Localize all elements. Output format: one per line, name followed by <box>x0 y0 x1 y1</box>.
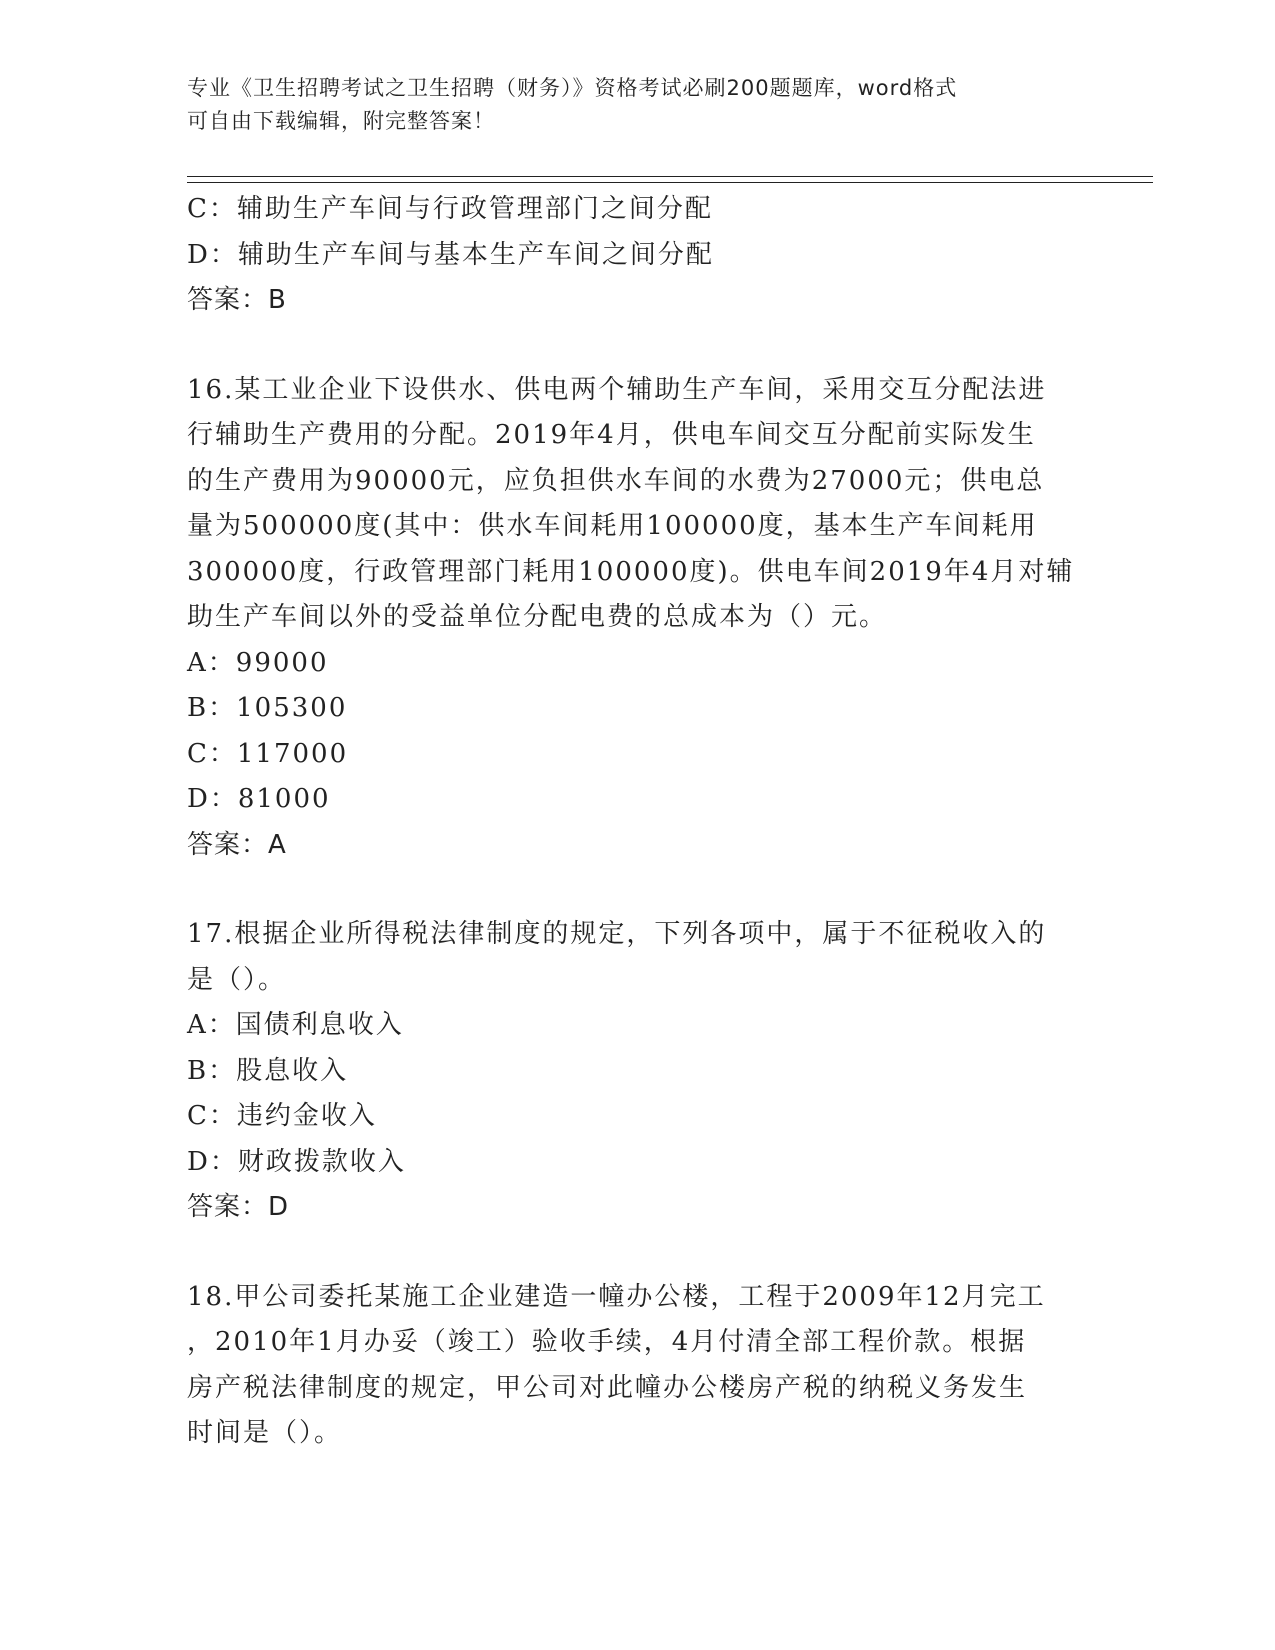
option-d: D：财政拨款收入 <box>187 1146 406 1177</box>
question-text-line: 行辅助生产费用的分配。2019年4月，供电车间交互分配前实际发生 <box>187 420 1036 450</box>
option-c: C：违约金收入 <box>187 1101 377 1131</box>
header-divider-top <box>187 176 1153 177</box>
answer-line: 答案：A <box>187 829 287 860</box>
option-c: C：辅助生产车间与行政管理部门之间分配 <box>187 194 713 224</box>
option-a: A：99000 <box>187 647 329 678</box>
spacer <box>187 1231 1087 1275</box>
option-b: B：105300 <box>187 693 348 723</box>
spacer <box>187 324 1087 368</box>
question-text-line: 300000度，行政管理部门耗用100000度)。供电车间2019年4月对辅 <box>187 556 1075 587</box>
header-title-line-2: 可自由下载编辑，附完整答案！ <box>187 109 495 133</box>
option-d: D：81000 <box>187 784 331 814</box>
option-c: C：117000 <box>187 738 349 769</box>
previous-question-tail <box>187 187 1087 324</box>
question-text-line: 时间是（）。 <box>187 1418 343 1448</box>
question-text-line: 助生产车间以外的受益单位分配电费的总成本为（）元。 <box>187 602 888 632</box>
document-header <box>187 72 1067 138</box>
question-content <box>187 187 1087 1457</box>
question-16 <box>187 368 1087 869</box>
question-text-line: 是（）。 <box>187 964 287 995</box>
question-text-line: 的生产费用为90000元，应负担供水车间的水费为27000元；供电总 <box>187 465 1045 496</box>
question-text-line: 16.某工业企业下设供水、供电两个辅助生产车间，采用交互分配法进 <box>187 374 1047 405</box>
question-18 <box>187 1275 1087 1457</box>
answer-line: 答案：D <box>187 1192 290 1222</box>
option-a: A：国债利息收入 <box>187 1010 404 1040</box>
spacer <box>187 868 1087 912</box>
question-text-line: 量为500000度(其中：供水车间耗用100000度，基本生产车间耗用 <box>187 511 1038 541</box>
question-text-line: 17.根据企业所得税法律制度的规定，下列各项中，属于不征税收入的 <box>187 919 1047 949</box>
option-b: B：股息收入 <box>187 1055 349 1086</box>
question-text-line: ，2010年1月办妥（竣工）验收手续，4月付清全部工程价款。根据 <box>187 1327 1027 1357</box>
option-d: D：辅助生产车间与基本生产车间之间分配 <box>187 239 714 270</box>
question-17 <box>187 912 1087 1231</box>
question-text-line: 房产税法律制度的规定，甲公司对此幢办公楼房产税的纳税义务发生 <box>187 1372 1028 1403</box>
header-title-line-1: 专业《卫生招聘考试之卫生招聘（财务）》资格考试必刷200题题库，word格式 <box>187 76 958 100</box>
answer-line: 答案：B <box>187 285 287 315</box>
question-text-line: 18.甲公司委托某施工企业建造一幢办公楼，工程于2009年12月完工 <box>187 1281 1046 1312</box>
header-divider-bottom <box>187 182 1153 183</box>
